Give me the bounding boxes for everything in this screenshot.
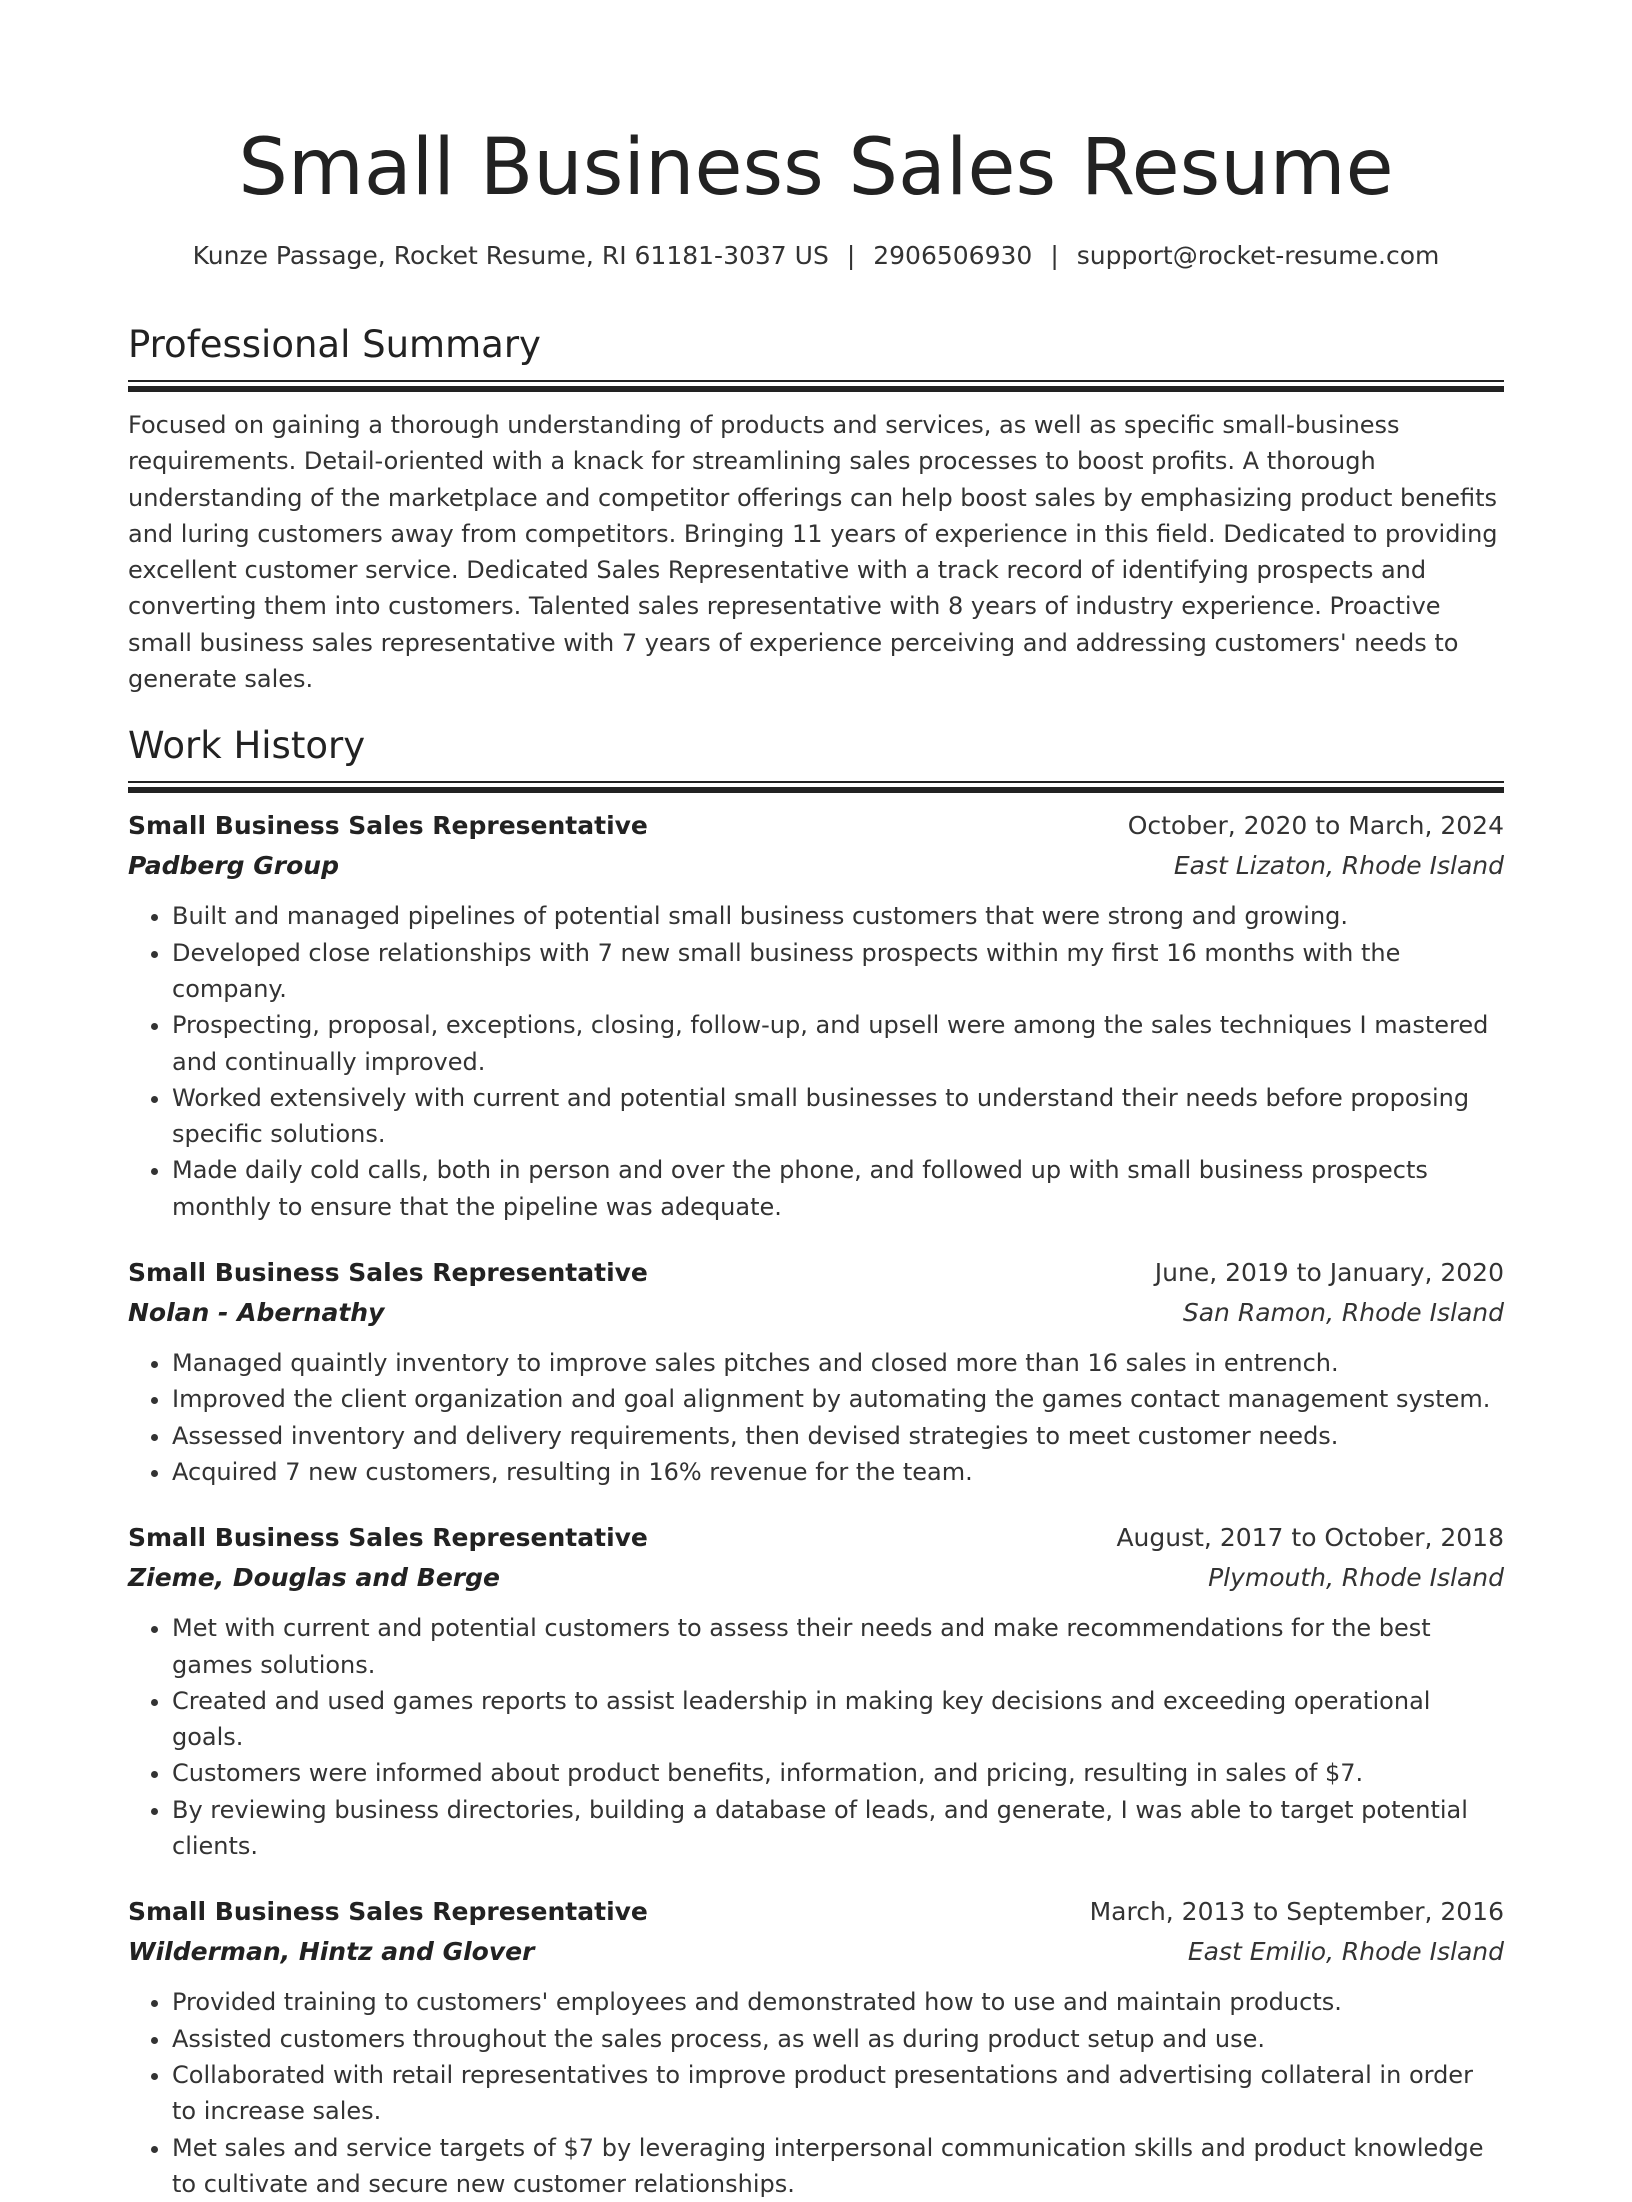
job-bullet: • Made daily cold calls, both in person and over the phone, and followed up with small business prospects monthly to ensure that the pipeline was adequate. [172, 1152, 1504, 1225]
job-bullet: • Managed quaintly inventory to improve sales pitches and closed more than 16 sales in entrench. [172, 1345, 1504, 1381]
job-company: Nolan - Abernathy [128, 1293, 384, 1333]
job-title: Small Business Sales Representative [128, 1518, 648, 1558]
job-bullet: • Customers were informed about product benefits, information, and pricing, resulting in sales of $7. [172, 1755, 1504, 1791]
job-bullet: • By reviewing business directories, building a database of leads, and generate, I was able to target potential clients. [172, 1792, 1504, 1865]
job-company-row [128, 1293, 1504, 1333]
resume-title: Small Business Sales Resume [0, 118, 1632, 218]
job-bullet: • Prospecting, proposal, exceptions, closing, follow-up, and upsell were among the sales techniques I mastered and continually improved. [172, 1007, 1504, 1080]
job-bullet: • Acquired 7 new customers, resulting in 16% revenue for the team. [172, 1454, 1504, 1490]
job-entry [128, 1253, 1504, 1490]
job-entry [128, 1518, 1504, 1864]
job-bullet: • Provided training to customers' employees and demonstrated how to use and maintain products. [172, 1984, 1504, 2020]
contact-email: support@rocket-resume.com [1077, 241, 1440, 270]
job-dates: June, 2019 to January, 2020 [1155, 1253, 1504, 1293]
job-header-row [128, 1518, 1504, 1558]
job-bullet-list [128, 1610, 1504, 1864]
job-company-row [128, 846, 1504, 886]
job-bullet: • Assisted customers throughout the sales process, as well as during product setup and use. [172, 2021, 1504, 2057]
job-bullet-list [128, 1984, 1504, 2202]
job-title: Small Business Sales Representative [128, 1253, 648, 1293]
job-dates: October, 2020 to March, 2024 [1128, 806, 1504, 846]
contact-phone: 2906506930 [873, 241, 1032, 270]
job-header-row [128, 1892, 1504, 1932]
job-company: Wilderman, Hintz and Glover [128, 1932, 534, 1972]
contact-line [0, 238, 1632, 274]
job-bullet-list [128, 1345, 1504, 1490]
job-bullet: • Built and managed pipelines of potential small business customers that were strong and growing. [172, 898, 1504, 934]
resume-content [128, 318, 1504, 2202]
job-header-row [128, 806, 1504, 846]
job-title: Small Business Sales Representative [128, 1892, 648, 1932]
section-heading-work-history: Work History [128, 719, 1504, 773]
job-location: East Emilio, Rhode Island [1188, 1932, 1504, 1972]
job-dates: March, 2013 to September, 2016 [1090, 1892, 1504, 1932]
job-location: San Ramon, Rhode Island [1183, 1293, 1504, 1333]
job-list [128, 806, 1504, 2202]
job-company: Padberg Group [128, 846, 339, 886]
job-bullet: • Developed close relationships with 7 new small business prospects within my first 16 months with the company. [172, 935, 1504, 1008]
contact-address: Kunze Passage, Rocket Resume, RI 61181-3037 US [193, 241, 829, 270]
job-bullet: • Met with current and potential customers to assess their needs and make recommendations for the best games solutions. [172, 1610, 1504, 1683]
job-company: Zieme, Douglas and Berge [128, 1558, 500, 1598]
job-bullet: • Created and used games reports to assist leadership in making key decisions and exceeding operational goals. [172, 1683, 1504, 1756]
section-divider [128, 380, 1504, 391]
job-entry [128, 806, 1504, 1225]
job-bullet: • Worked extensively with current and potential small businesses to understand their needs before proposing specific solutions. [172, 1080, 1504, 1153]
job-bullet: • Improved the client organization and goal alignment by automating the games contact management system. [172, 1381, 1504, 1417]
job-bullet: • Assessed inventory and delivery requirements, then devised strategies to meet customer needs. [172, 1418, 1504, 1454]
job-bullet-list [128, 898, 1504, 1225]
job-dates: August, 2017 to October, 2018 [1116, 1518, 1504, 1558]
job-location: Plymouth, Rhode Island [1208, 1558, 1504, 1598]
contact-separator: | [829, 238, 873, 274]
job-header-row [128, 1253, 1504, 1293]
professional-summary-section [128, 318, 1504, 697]
job-company-row [128, 1558, 1504, 1598]
section-heading-summary: Professional Summary [128, 318, 1504, 372]
job-entry [128, 1892, 1504, 2202]
job-company-row [128, 1932, 1504, 1972]
job-location: East Lizaton, Rhode Island [1174, 846, 1504, 886]
job-bullet: • Met sales and service targets of $7 by leveraging interpersonal communication skills and product knowledge to cultivate and secure new customer relationships. [172, 2130, 1504, 2202]
job-title: Small Business Sales Representative [128, 806, 648, 846]
summary-text: Focused on gaining a thorough understanding of products and services, as well as specific small-business requirements. Detail-oriented with a knack for streamlining sales processes to boost profits. A thorough understanding of the marketplace and competitor offerings can help boost sales by emphasizing product benefits and luring customers away from competitors. Bringing 11 years of experience in this field. Dedicated to providing excellent customer service. Dedicated Sales Representative with a track record of identifying prospects and converting them into customers. Talented sales representative with 8 years of industry experience. Proactive small business sales representative with 7 years of experience perceiving and addressing customers' needs to generate sales. [128, 407, 1504, 697]
contact-separator: | [1032, 238, 1076, 274]
job-bullet: • Collaborated with retail representatives to improve product presentations and advertising collateral in order to increase sales. [172, 2057, 1504, 2130]
work-history-section [128, 719, 1504, 2202]
section-divider [128, 781, 1504, 792]
